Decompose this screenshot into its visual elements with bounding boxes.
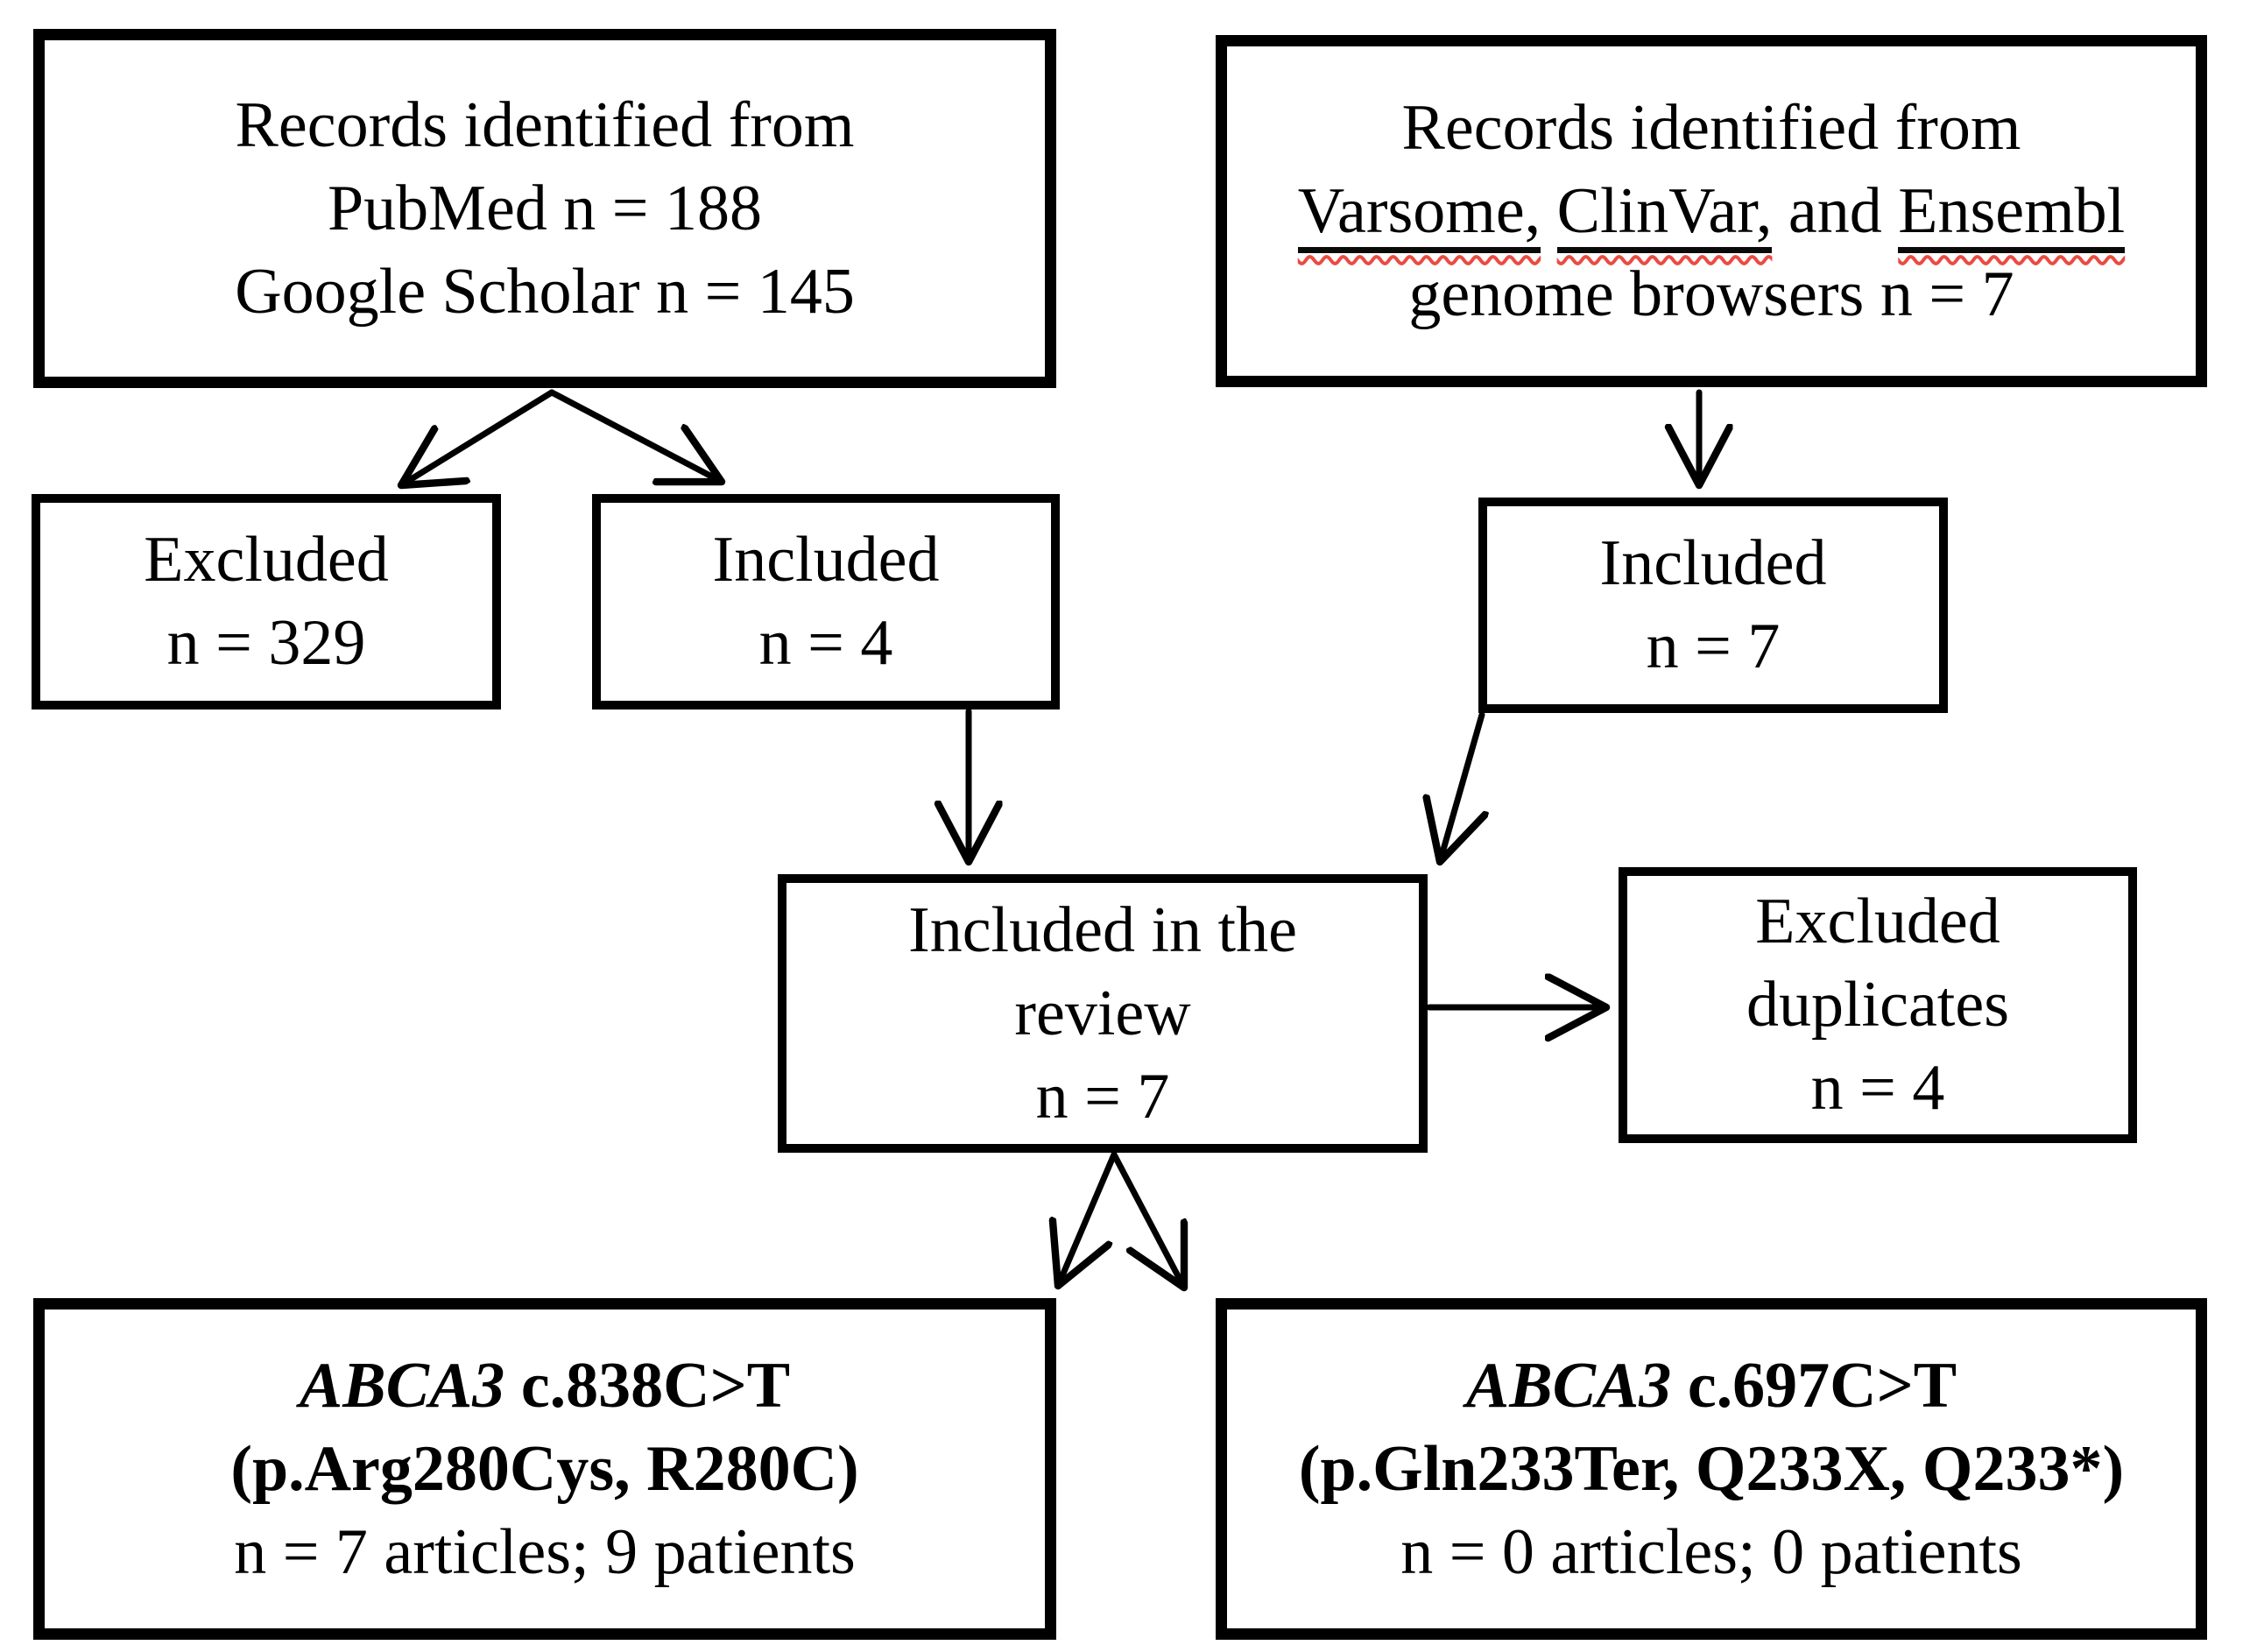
box-variant-r280c: [33, 1298, 1056, 1640]
arrow-included-genome-to-review: [1440, 715, 1482, 862]
variant-r280c-title: [300, 1345, 790, 1428]
separator: [1541, 175, 1557, 247]
box-included-review: [778, 874, 1428, 1153]
misspelled-word-varsome: Varsome,: [1298, 175, 1541, 253]
box-included-genome: [1478, 498, 1948, 713]
variant-q233x-title: [1466, 1345, 1957, 1428]
gene-symbol: ABCA3: [299, 1349, 505, 1422]
variant-q233x-protein: (p.Gln233Ter, Q233X, Q233*): [1298, 1432, 2125, 1505]
included-genome-count: n = 7: [1646, 611, 1781, 682]
records-literature-line2: PubMed n = 188: [327, 172, 763, 244]
included-review-count: n = 7: [1035, 1060, 1170, 1133]
arrow-literature-to-included: [552, 392, 722, 482]
excluded-duplicates-line1: Excluded: [1755, 886, 2000, 957]
arrow-literature-to-excluded: [401, 392, 552, 485]
included-literature-label: Included: [712, 524, 940, 596]
included-genome-label: Included: [1599, 527, 1827, 599]
included-review-line2: review: [1014, 977, 1191, 1049]
records-literature-line1: Records identified from: [235, 88, 855, 161]
box-included-literature: [592, 494, 1060, 710]
separator: and: [1772, 174, 1899, 247]
box-records-literature: [33, 29, 1056, 388]
records-literature-line3: Google Scholar n = 145: [235, 255, 855, 328]
box-excluded-duplicates: [1619, 867, 2137, 1143]
records-genome-line1: Records identified from: [1401, 91, 2021, 164]
excluded-duplicates-count: n = 4: [1810, 1052, 1945, 1124]
records-genome-line3: genome browsers n = 7: [1408, 258, 2014, 330]
misspelled-word-clinvar: ClinVar,: [1557, 175, 1773, 253]
box-variant-q233x: [1216, 1298, 2207, 1640]
included-literature-count: n = 4: [758, 607, 893, 679]
variant-notation: c.838C>T: [504, 1349, 791, 1422]
variant-r280c-count: n = 7 articles; 9 patients: [234, 1515, 856, 1588]
excluded-literature-label: Excluded: [144, 524, 389, 596]
box-records-genome-browsers: [1216, 35, 2207, 387]
excluded-duplicates-line2: duplicates: [1746, 969, 2009, 1041]
gene-symbol: ABCA3: [1465, 1349, 1672, 1422]
misspelled-word-ensembl: Ensembl: [1898, 175, 2125, 253]
records-genome-line2: [1298, 170, 2126, 253]
excluded-literature-count: n = 329: [166, 607, 366, 679]
arrow-review-to-r280c: [1058, 1154, 1114, 1286]
variant-q233x-count: n = 0 articles; 0 patients: [1400, 1515, 2022, 1588]
included-review-line1: Included in the: [908, 893, 1297, 966]
arrow-review-to-q233x: [1114, 1154, 1184, 1288]
variant-notation: c.697C>T: [1671, 1349, 1957, 1422]
variant-r280c-protein: (p.Arg280Cys, R280C): [230, 1432, 859, 1505]
box-excluded-literature: [32, 494, 501, 710]
